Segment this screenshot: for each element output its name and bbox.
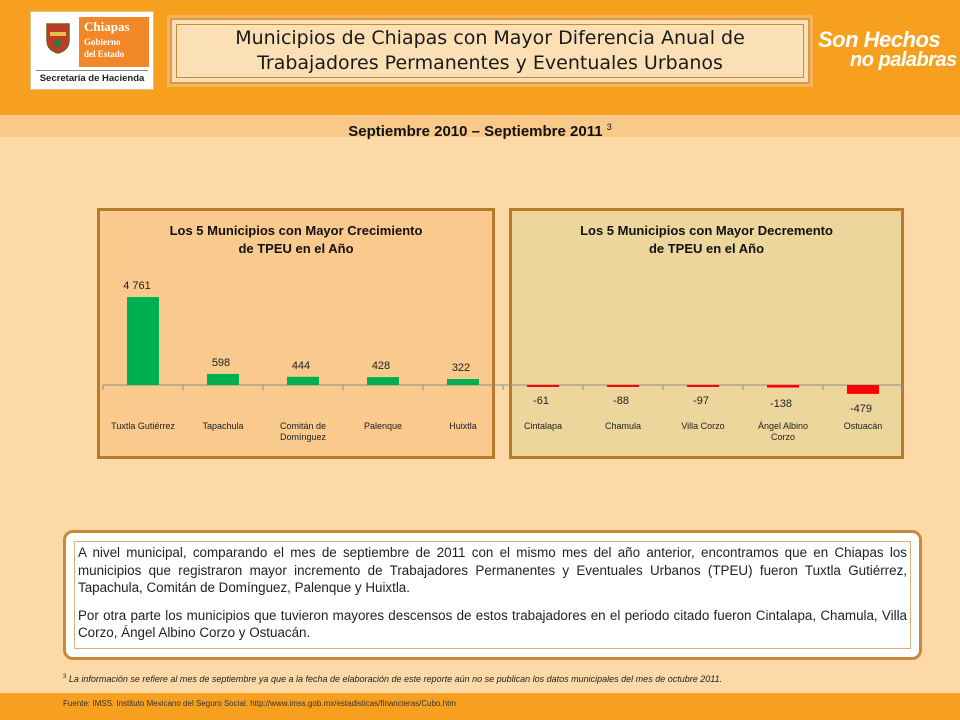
category-label: Ostuacán (843, 421, 883, 431)
category-label: Tapachula (202, 421, 244, 431)
data-label: 322 (451, 362, 471, 375)
period-text: Septiembre 2010 – Septiembre 2011 (348, 123, 603, 140)
footnote-text: La información se refiere al mes de septiembre ya que a la fecha de elaboración de este reporte aún no se publican los datos municipales del mes de octubre 2011. (66, 674, 723, 684)
category-label: Palenque (363, 421, 403, 431)
bar-cintalapa (527, 385, 559, 387)
category-label: Huixtla (449, 421, 477, 431)
source-text: Fuente: IMSS. Instituto Mexicano del Seguro Social. http://www.imss.gob.mx/estadisticas/financieras/Cubo.htm (63, 699, 457, 708)
summary-box (63, 530, 922, 660)
data-label: -97 (693, 395, 709, 407)
category-label: Comitán de (279, 421, 327, 431)
summary-paragraph-2: Por otra parte los municipios que tuvieron mayores descensos de estos trabajadores en el periodo citado fueron Cintalapa, Chamula, Villa Corzo, Ángel Albino Corzo y Ostuacán. (78, 607, 907, 640)
category-label: Corzo (770, 432, 796, 442)
footer-band (0, 693, 960, 720)
chart-title-increase-line-1: Los 5 Municipios con Mayor Crecimiento (169, 223, 423, 238)
bar-huixtla (447, 379, 479, 385)
logo-line2: Gobierno (84, 37, 121, 47)
bar-ostuac-n (847, 385, 879, 394)
bar-chamula (607, 385, 639, 387)
data-label: 428 (371, 360, 391, 373)
bar-palenque (367, 377, 399, 385)
slogan-line-2: no palabras (850, 49, 957, 71)
bar--ngel-albino-corzo (767, 385, 799, 388)
bar-villa-corzo (687, 385, 719, 387)
summary-paragraph-1: A nivel municipal, comparando el mes de septiembre de 2011 con el mismo mes del año anterior, encontramos que en Chiapas los municipios que registraron mayor incremento de Trabajadores Permanentes y Eventuales Urbanos (TPEU) fueron Tuxtla Gutiérrez, Tapachula, Comitán de Domínguez, Palenque y Huixtla. (78, 545, 907, 595)
data-label: -479 (849, 403, 873, 415)
logo-line3: del Estado (84, 49, 125, 59)
data-label: -138 (769, 398, 793, 410)
bar-tuxtla-guti-rrez (127, 297, 159, 385)
title-line-2: Trabajadores Permanentes y Eventuales Urbanos (257, 52, 723, 74)
summary-text (74, 541, 911, 649)
footnote-mark: 3 (63, 674, 67, 680)
category-label: Tuxtla Gutiérrez (111, 421, 175, 431)
data-label: 4 761 (123, 280, 151, 293)
footnote (63, 674, 722, 684)
period-note-mark: 3 (606, 122, 612, 132)
category-label: Chamula (604, 421, 642, 431)
category-label: Cintalapa (523, 421, 563, 431)
category-label: Villa Corzo (681, 421, 725, 431)
data-label: -88 (613, 395, 629, 407)
chart-title-decrease-line-2: de TPEU en el Año (648, 241, 765, 256)
data-label: -61 (533, 395, 549, 407)
chart-title-increase-line-2: de TPEU en el Año (238, 241, 354, 256)
category-label: Domínguez (279, 432, 327, 442)
category-label: Ángel Albino (757, 421, 809, 431)
bar-tapachula (207, 374, 239, 385)
chart-title-decrease-line-1: Los 5 Municipios con Mayor Decremento (580, 223, 833, 238)
logo-name: Chiapas (84, 19, 130, 34)
data-label: 598 (211, 356, 231, 369)
slogan-line-1: Son Hechos (818, 27, 941, 52)
bar-comit-n-de-dom-nguez (287, 377, 319, 385)
data-label: 444 (291, 359, 311, 372)
title-line-1: Municipios de Chiapas con Mayor Diferencia Anual de (235, 27, 745, 49)
logo-department: Secretaría de Hacienda (39, 73, 145, 84)
